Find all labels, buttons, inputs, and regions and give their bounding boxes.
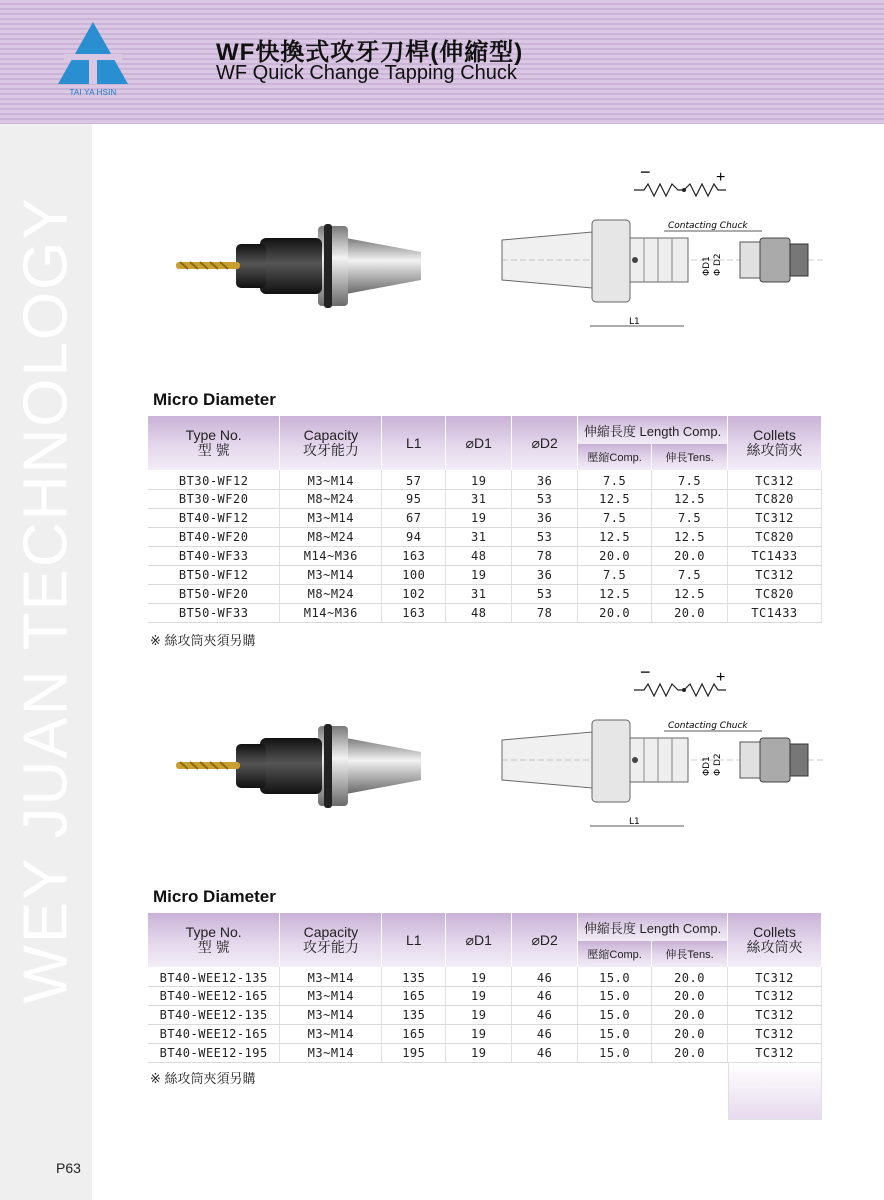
table-cell: 135 [382,967,446,986]
col-type: Type No. 型 號 [148,416,280,470]
page-title-en: WF Quick Change Tapping Chuck [216,62,517,84]
table-cell: 19 [446,986,512,1005]
contacting-chuck-label: Contacting Chuck [668,721,748,731]
d2-label: Φ D2 [713,753,723,776]
col-d2: ⌀D2 [512,416,578,470]
chuck-diagram-1 [494,160,824,335]
table-cell: TC312 [728,1024,822,1043]
table-cell: 20.0 [652,1043,728,1062]
col-d1: ⌀D1 [446,913,512,967]
table-row [148,508,822,527]
table-cell: 19 [446,1043,512,1062]
table-cell: 48 [446,546,512,565]
table-cell: 7.5 [578,565,652,584]
table-cell: 46 [512,1043,578,1062]
d2-label: Φ D2 [713,253,723,276]
table-cell: TC312 [728,1005,822,1024]
table-cell: 7.5 [652,565,728,584]
table-cell: TC312 [728,986,822,1005]
table-cell: 15.0 [578,986,652,1005]
table-cell: 46 [512,1005,578,1024]
table-cell: 20.0 [652,603,728,622]
section1-note: ※ 絲攻筒夾須另購 [150,633,256,648]
table-cell: 20.0 [578,546,652,565]
table-cell: TC820 [728,527,822,546]
col-d1: ⌀D1 [446,416,512,470]
page-header [0,0,884,124]
table-cell: TC312 [728,967,822,986]
col-type: Type No. 型 號 [148,913,280,967]
table-cell: BT30-WF20 [148,489,280,508]
table-cell: M3~M14 [280,1043,382,1062]
table-cell: 19 [446,565,512,584]
col-l1: L1 [382,416,446,470]
table-cell: 20.0 [652,967,728,986]
table-cell: 163 [382,603,446,622]
plus-label: + [716,669,726,686]
table-row [148,1005,822,1024]
table-cell: 19 [446,470,512,489]
table-row [148,527,822,546]
page-title-zh: WF快換式攻牙刀桿(伸縮型) [216,39,524,66]
table-cell: BT40-WEE12-195 [148,1043,280,1062]
table-cell: M3~M14 [280,508,382,527]
table-cell: BT50-WF12 [148,565,280,584]
table-cell: M8~M24 [280,584,382,603]
table-cell: 57 [382,470,446,489]
table-cell: BT40-WEE12-165 [148,1024,280,1043]
table-cell: BT40-WF33 [148,546,280,565]
plus-label: + [716,169,726,186]
logo-text: TAI YA HSIN [69,88,117,97]
table-cell: 15.0 [578,1024,652,1043]
table-cell: 95 [382,489,446,508]
table-cell: 12.5 [652,584,728,603]
table-row [148,565,822,584]
table-row [148,470,822,489]
table-row [148,584,822,603]
table-cell: 19 [446,508,512,527]
col-capacity: Capacity 攻牙能力 [280,416,382,470]
d1-label: ΦD1 [702,756,712,776]
table-row [148,546,822,565]
table-cell: 12.5 [578,527,652,546]
table-cell: 31 [446,584,512,603]
table-cell: BT40-WF12 [148,508,280,527]
table-cell: 46 [512,1024,578,1043]
table-cell: 12.5 [652,489,728,508]
table-cell: 12.5 [578,489,652,508]
table-cell: TC312 [728,470,822,489]
col-collets: Collets 絲攻筒夾 [728,913,822,967]
l1-label: L1 [629,817,640,827]
table-cell: 163 [382,546,446,565]
contacting-chuck-label: Contacting Chuck [668,221,748,231]
table-cell: 20.0 [652,546,728,565]
table-cell: 165 [382,986,446,1005]
table-row [148,1024,822,1043]
table-cell: 15.0 [578,967,652,986]
company-logo [56,20,130,98]
col-tens: 伸長Tens. [652,941,728,967]
page-number: P63 [56,1160,81,1176]
table-cell: 20.0 [652,1005,728,1024]
table-cell: 36 [512,565,578,584]
table-cell: 78 [512,546,578,565]
table-cell: M3~M14 [280,470,382,489]
table-cell: TC1433 [728,603,822,622]
table-cell: BT40-WF20 [148,527,280,546]
table-cell: 20.0 [652,986,728,1005]
col-capacity: Capacity 攻牙能力 [280,913,382,967]
col-length-comp: 伸縮長度 Length Comp. [578,913,728,941]
table-cell: 15.0 [578,1005,652,1024]
table-cell: TC312 [728,1043,822,1062]
table-row [148,967,822,986]
table-cell: 19 [446,1024,512,1043]
table-cell: 19 [446,1005,512,1024]
logo-triangle-icon [56,20,130,86]
spec-table-2 [148,913,822,1063]
table-cell: 53 [512,584,578,603]
table-cell: BT50-WF20 [148,584,280,603]
spec-table-1 [148,416,822,623]
table-cell: M3~M14 [280,1005,382,1024]
table-cell: 46 [512,986,578,1005]
table-cell: TC820 [728,584,822,603]
table-cell: TC1433 [728,546,822,565]
table-row [148,1043,822,1062]
collets-column-extension [728,1062,822,1120]
table-cell: TC312 [728,565,822,584]
table-cell: M8~M24 [280,489,382,508]
table-cell: 36 [512,508,578,527]
section2-title: Micro Diameter [153,887,276,906]
table-cell: 7.5 [652,470,728,489]
col-d2: ⌀D2 [512,913,578,967]
minus-label: − [640,162,651,182]
table-cell: 12.5 [652,527,728,546]
table-cell: 78 [512,603,578,622]
table-cell: BT40-WEE12-135 [148,967,280,986]
table-cell: BT40-WEE12-135 [148,1005,280,1024]
table-cell: 12.5 [578,584,652,603]
table-cell: 53 [512,489,578,508]
table-cell: 94 [382,527,446,546]
section1-title: Micro Diameter [153,390,276,409]
table-cell: M14~M36 [280,603,382,622]
table-cell: 102 [382,584,446,603]
table-cell: M3~M14 [280,565,382,584]
table-row [148,986,822,1005]
table-cell: 165 [382,1024,446,1043]
table-cell: 19 [446,967,512,986]
table-cell: 31 [446,489,512,508]
chuck-photo-2 [176,716,426,816]
table-cell: 20.0 [652,1024,728,1043]
table-cell: 31 [446,527,512,546]
table-cell: M3~M14 [280,1024,382,1043]
table-cell: 36 [512,470,578,489]
table-cell: 53 [512,527,578,546]
d1-label: ΦD1 [702,256,712,276]
col-l1: L1 [382,913,446,967]
col-length-comp: 伸縮長度 Length Comp. [578,416,728,444]
table-cell: M14~M36 [280,546,382,565]
section2-note: ※ 絲攻筒夾須另購 [150,1071,256,1086]
table-cell: 20.0 [578,603,652,622]
col-collets: Collets 絲攻筒夾 [728,416,822,470]
table-row [148,603,822,622]
table-cell: BT50-WF33 [148,603,280,622]
table-cell: 7.5 [578,470,652,489]
table-cell: M8~M24 [280,527,382,546]
table-cell: 135 [382,1005,446,1024]
table-cell: 7.5 [652,508,728,527]
side-watermark-text: WEY JUAN TECHNOLOGY [11,196,81,1004]
table-cell: TC820 [728,489,822,508]
minus-label: − [640,662,651,682]
table-cell: TC312 [728,508,822,527]
l1-label: L1 [629,317,640,327]
col-comp: 壓縮Comp. [578,444,652,470]
chuck-photo-1 [176,216,426,316]
table-row [148,489,822,508]
table-cell: 100 [382,565,446,584]
table-cell: 195 [382,1043,446,1062]
table-cell: 15.0 [578,1043,652,1062]
col-comp: 壓縮Comp. [578,941,652,967]
table-cell: BT40-WEE12-165 [148,986,280,1005]
col-tens: 伸長Tens. [652,444,728,470]
table-cell: M3~M14 [280,986,382,1005]
table-cell: BT30-WF12 [148,470,280,489]
chuck-diagram-2 [494,660,824,835]
table-cell: 7.5 [578,508,652,527]
table-cell: 48 [446,603,512,622]
table-cell: M3~M14 [280,967,382,986]
table-cell: 67 [382,508,446,527]
table-cell: 46 [512,967,578,986]
